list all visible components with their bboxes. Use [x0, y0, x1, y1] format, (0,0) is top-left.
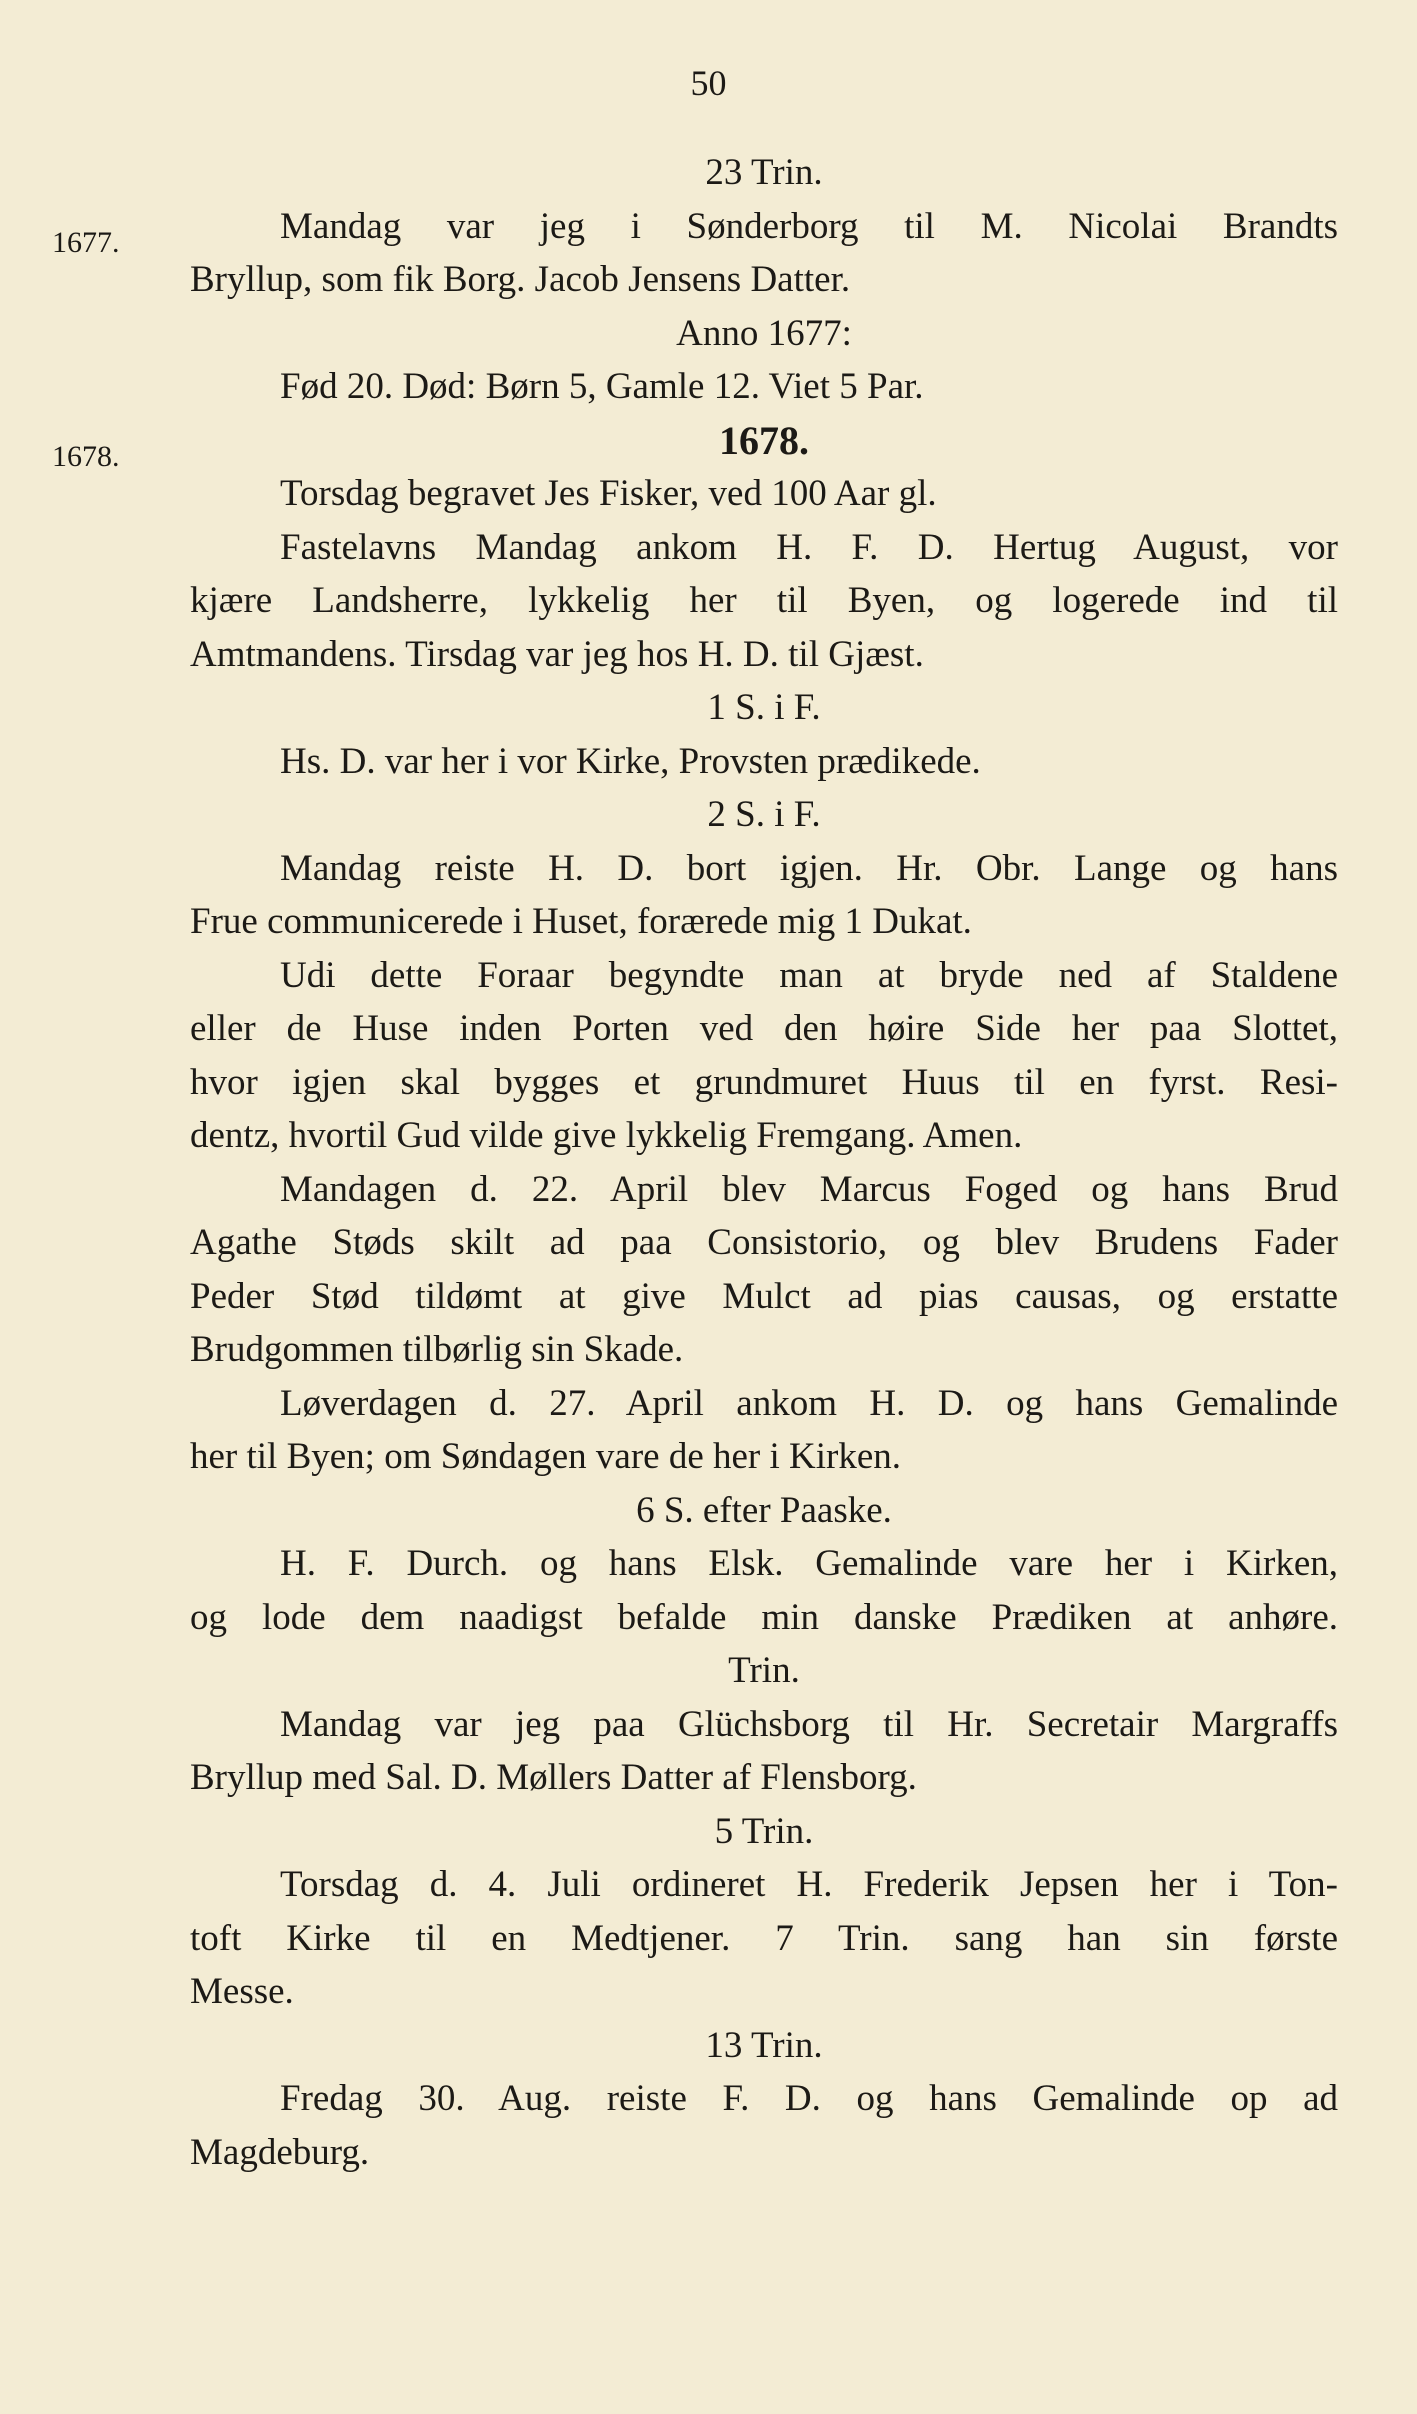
text-line: Amtmandens. Tirsdag var jeg hos H. D. til Gjæst. [190, 633, 924, 675]
text-line: Magdeburg. [190, 2131, 370, 2173]
text-line: Torsdag d. 4. Juli ordineret H. Frederik Jepsen her i Ton- [280, 1864, 1338, 1905]
page-number: 50 [690, 63, 727, 103]
text-line: Fastelavns Mandag ankom H. F. D. Hertug August, vor [280, 526, 1338, 568]
section-heading: 23 Trin. [705, 152, 823, 193]
text-line: Torsdag begravet Jes Fisker, ved 100 Aar gl. [280, 473, 937, 514]
margin-year-1677: 1677. [52, 226, 120, 259]
text-line: kjære Landsherre, lykkelig her til Byen, og logerede ind til [190, 580, 1338, 621]
text-column [190, 146, 1338, 2179]
text-line: dentz, hvortil Gud vilde give lykkelig Fremgang. Amen. [190, 1115, 1023, 1156]
section-heading: 1 S. i F. [707, 687, 821, 728]
text-line: Frue communicerede i Huset, forærede mig 1 Dukat. [190, 901, 972, 942]
section-heading: Anno 1677: [676, 312, 852, 354]
text-line: Mandagen d. 22. April blev Marcus Foged og hans Brud [280, 1168, 1338, 1210]
text-line: Brudgommen tilbørlig sin Skade. [190, 1329, 684, 1370]
text-line: eller de Huse inden Porten ved den høire Side her paa Slottet, [190, 1008, 1338, 1049]
text-line: toft Kirke til en Medtjener. 7 Trin. sang han sin første [190, 1917, 1338, 1959]
text-line: Bryllup, som fik Borg. Jacob Jensens Datter. [190, 259, 851, 300]
section-heading: Trin. [728, 1650, 800, 1691]
section-heading: 2 S. i F. [707, 794, 821, 835]
text-line: hvor igjen skal bygges et grundmuret Huus til en fyrst. Resi- [190, 1061, 1338, 1103]
text-line: Fød 20. Død: Børn 5, Gamle 12. Viet 5 Par. [280, 366, 924, 407]
text-line: Mandag reiste H. D. bort igjen. Hr. Obr. Lange og hans [280, 847, 1338, 889]
section-heading: 6 S. efter Paaske. [636, 1489, 892, 1531]
text-line: H. F. Durch. og hans Elsk. Gemalinde vare her i Kirken, [280, 1543, 1338, 1584]
text-line: Fredag 30. Aug. reiste F. D. og hans Gemalinde op ad [280, 2078, 1338, 2119]
section-heading: 5 Trin. [714, 1810, 814, 1852]
text-line: Bryllup med Sal. D. Møllers Datter af Flensborg. [190, 1757, 917, 1798]
text-line: her til Byen; om Søndagen vare de her i Kirken. [190, 1436, 902, 1477]
margin-year-1678: 1678. [52, 440, 120, 473]
text-line: og lode dem naadigst befalde min danske Prædiken at anhøre. [190, 1596, 1338, 1638]
text-line: Mandag var jeg i Sønderborg til M. Nicolai Brandts [280, 205, 1338, 247]
text-line: Udi dette Foraar begyndte man at bryde ned af Staldene [280, 954, 1338, 996]
text-line: Messe. [190, 1971, 294, 2012]
text-line: Mandag var jeg paa Glüchsborg til Hr. Secretair Margraffs [280, 1703, 1338, 1745]
year-heading: 1678. [719, 417, 809, 463]
text-line: Peder Stød tildømt at give Mulct ad pias causas, og erstatte [190, 1275, 1338, 1317]
text-line: Hs. D. var her i vor Kirke, Provsten prædikede. [280, 740, 981, 782]
text-line: Agathe Støds skilt ad paa Consistorio, og blev Brudens Fader [190, 1222, 1338, 1263]
text-line: Løverdagen d. 27. April ankom H. D. og hans Gemalinde [280, 1382, 1338, 1424]
section-heading: 13 Trin. [705, 2024, 823, 2066]
